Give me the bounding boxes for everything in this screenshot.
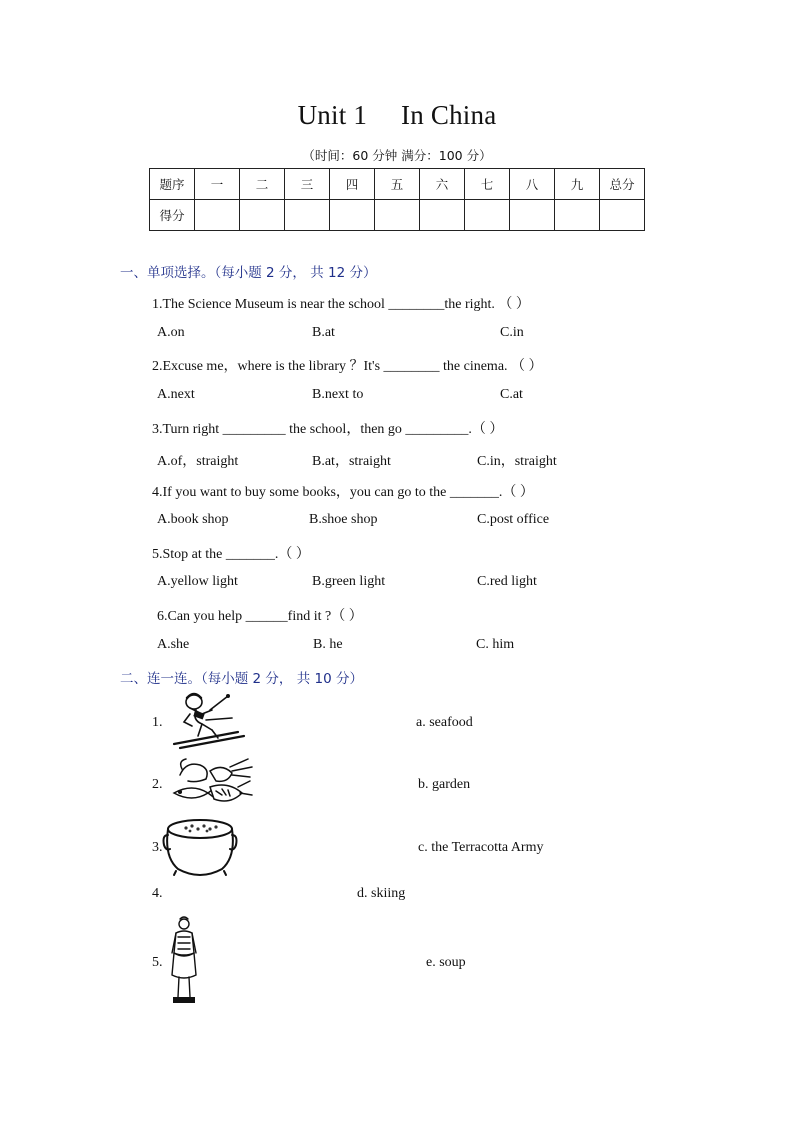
score-input-cell[interactable] xyxy=(240,200,285,231)
q5-option-c[interactable]: C.red light xyxy=(477,574,537,589)
score-header-cell: 四 xyxy=(330,169,375,200)
q3-option-c[interactable]: C.in，straight xyxy=(477,454,557,469)
match-number-3: 3. xyxy=(152,840,163,855)
title-unit: Unit 1 xyxy=(297,100,368,130)
match-number-5: 5. xyxy=(152,955,163,970)
section2-heading: 二、连一连。（每小题 2 分， 共 10 分） xyxy=(120,671,363,687)
score-table xyxy=(149,168,645,231)
match-answer-a[interactable]: a. seafood xyxy=(416,715,473,730)
score-input-cell[interactable] xyxy=(465,200,510,231)
q2-option-c[interactable]: C.at xyxy=(500,387,523,402)
skiing-picture xyxy=(170,690,250,750)
q6-option-b[interactable]: B. he xyxy=(313,637,343,652)
score-input-cell[interactable] xyxy=(195,200,240,231)
score-table-score-row xyxy=(150,200,645,231)
question-5: 5.Stop at the _______.（ ） xyxy=(152,547,310,562)
match-answer-e[interactable]: e. soup xyxy=(426,955,466,970)
score-header-cell: 九 xyxy=(555,169,600,200)
terracotta-warrior-picture xyxy=(170,915,198,1007)
match-answer-c[interactable]: c. the Terracotta Army xyxy=(418,840,544,855)
score-input-cell[interactable] xyxy=(330,200,375,231)
soup-pot-picture xyxy=(162,815,238,877)
match-number-1: 1. xyxy=(152,715,163,730)
q4-option-b[interactable]: B.shoe shop xyxy=(309,512,378,527)
score-input-cell[interactable] xyxy=(375,200,420,231)
q5-option-a[interactable]: A.yellow light xyxy=(157,574,238,589)
score-header-cell: 一 xyxy=(195,169,240,200)
question-2: 2.Excuse me，where is the library ？It's ________ the cinema. （ ） xyxy=(152,359,543,374)
score-header-cell: 六 xyxy=(420,169,465,200)
score-row-label: 得分 xyxy=(150,200,195,231)
match-answer-b[interactable]: b. garden xyxy=(418,777,471,792)
title-name: In China xyxy=(401,100,497,130)
question-1: 1.The Science Museum is near the school ________the right. （ ） xyxy=(152,297,530,312)
score-header-cell: 总分 xyxy=(600,169,645,200)
q5-option-b[interactable]: B.green light xyxy=(312,574,386,589)
match-number-2: 2. xyxy=(152,777,163,792)
question-4: 4.If you want to buy some books，you can go to the _______.（ ） xyxy=(152,485,534,500)
seafood-picture xyxy=(170,757,256,813)
section1-heading: 一、单项选择。（每小题 2 分， 共 12 分） xyxy=(120,265,377,281)
match-answer-d[interactable]: d. skiing xyxy=(357,886,406,901)
score-header-cell: 七 xyxy=(465,169,510,200)
q2-option-b[interactable]: B.next to xyxy=(312,387,364,402)
score-input-cell[interactable] xyxy=(600,200,645,231)
score-header-cell: 五 xyxy=(375,169,420,200)
q1-option-b[interactable]: B.at xyxy=(312,325,335,340)
score-header-cell: 题序 xyxy=(150,169,195,200)
question-6: 6.Can you help ______find it ?（ ） xyxy=(157,609,363,624)
q3-option-b[interactable]: B.at，straight xyxy=(312,454,391,469)
score-table-header-row xyxy=(150,169,645,200)
score-header-cell: 八 xyxy=(510,169,555,200)
score-header-cell: 二 xyxy=(240,169,285,200)
q1-option-a[interactable]: A.on xyxy=(157,325,185,340)
q2-option-a[interactable]: A.next xyxy=(157,387,195,402)
score-input-cell[interactable] xyxy=(285,200,330,231)
exam-info: （时间：60 分钟 满分：100 分） xyxy=(302,148,492,163)
q6-option-c[interactable]: C. him xyxy=(476,637,515,652)
q4-option-a[interactable]: A.book shop xyxy=(157,512,229,527)
score-header-cell: 三 xyxy=(285,169,330,200)
q3-option-a[interactable]: A.of，straight xyxy=(157,454,239,469)
score-input-cell[interactable] xyxy=(510,200,555,231)
q6-option-a[interactable]: A.she xyxy=(157,637,190,652)
match-number-4: 4. xyxy=(152,886,163,901)
question-3: 3.Turn right _________ the school，then go _________.（ ） xyxy=(152,422,504,437)
score-input-cell[interactable] xyxy=(555,200,600,231)
q1-option-c[interactable]: C.in xyxy=(500,325,524,340)
q4-option-c[interactable]: C.post office xyxy=(477,512,550,527)
page-title xyxy=(0,100,794,131)
score-input-cell[interactable] xyxy=(420,200,465,231)
